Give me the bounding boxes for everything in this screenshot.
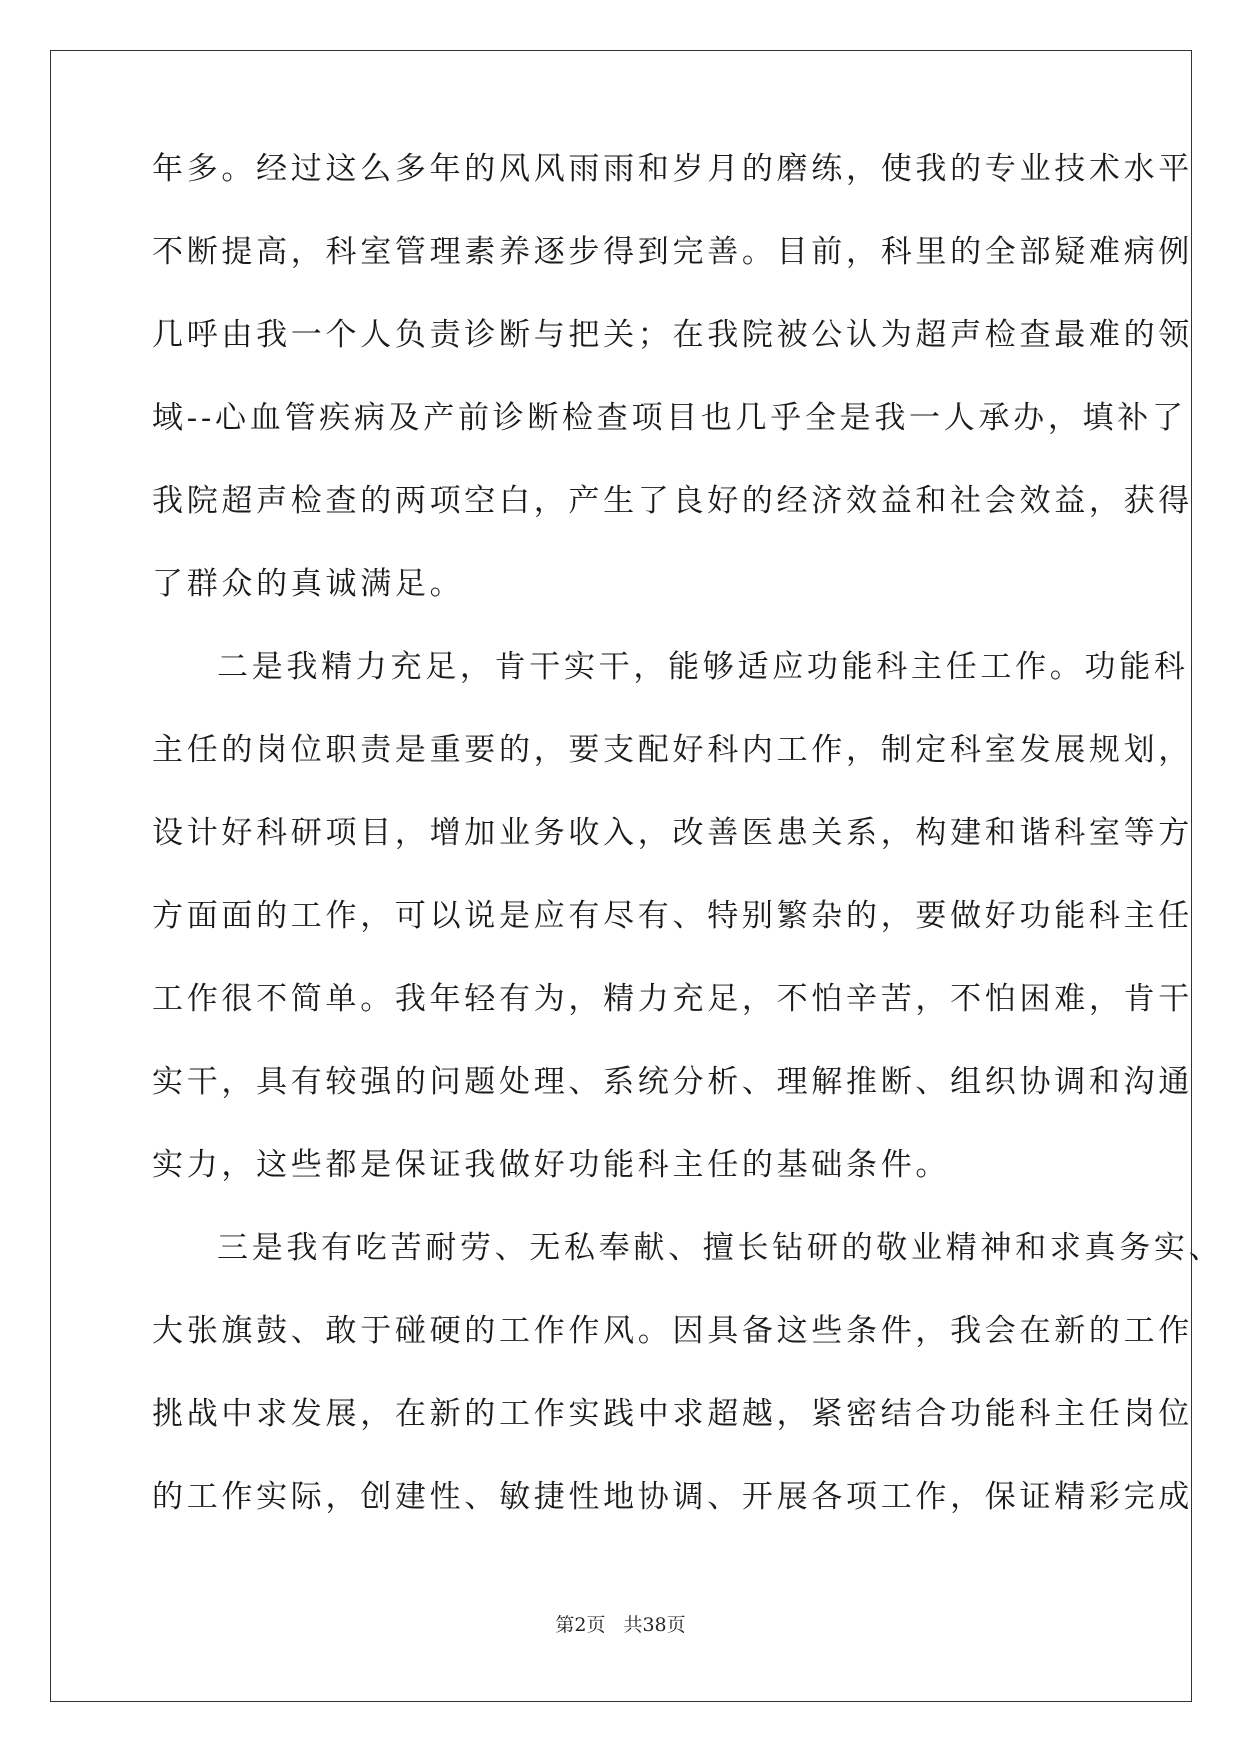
text-line: 工作很不简单。我年轻有为，精力充足，不怕辛苦，不怕困难，肯干 bbox=[152, 981, 1193, 1017]
text-line: 几呼由我一个人负责诊断与把关；在我院被公认为超声检查最难的领 bbox=[152, 317, 1193, 353]
text-line: 不断提高，科室管理素养逐步得到完善。目前，科里的全部疑难病例 bbox=[152, 234, 1193, 270]
page-total: 共38页 bbox=[623, 1614, 686, 1636]
text-line: 方面面的工作，可以说是应有尽有、特别繁杂的，要做好功能科主任 bbox=[152, 898, 1193, 934]
text-line: 我院超声检查的两项空白，产生了良好的经济效益和社会效益，获得 bbox=[152, 483, 1193, 519]
text-line: 域--心血管疾病及产前诊断检查项目也几乎全是我一人承办，填补了 bbox=[152, 400, 1187, 436]
text-line: 了群众的真诚满足。 bbox=[152, 566, 465, 602]
text-line: 设计好科研项目，增加业务收入，改善医患关系，构建和谐科室等方 bbox=[152, 815, 1193, 851]
text-line: 年多。经过这么多年的风风雨雨和岁月的磨练，使我的专业技术水平 bbox=[152, 151, 1193, 187]
paragraph-start: 二是我精力充足，肯干实干，能够适应功能科主任工作。功能科 bbox=[217, 649, 1189, 685]
text-line: 大张旗鼓、敢于碰硬的工作作风。因具备这些条件，我会在新的工作 bbox=[152, 1313, 1193, 1349]
paragraph-start: 三是我有吃苦耐劳、无私奉献、擅长钻研的敬业精神和求真务实、 bbox=[217, 1230, 1224, 1266]
text-line: 主任的岗位职责是重要的，要支配好科内工作，制定科室发展规划， bbox=[152, 732, 1193, 768]
text-line: 挑战中求发展，在新的工作实践中求超越，紧密结合功能科主任岗位 bbox=[152, 1396, 1193, 1432]
text-line: 的工作实际，创建性、敏捷性地协调、开展各项工作，保证精彩完成 bbox=[152, 1479, 1193, 1515]
page-footer bbox=[0, 1610, 1241, 1637]
page-number: 第2页 bbox=[555, 1614, 606, 1636]
document-body bbox=[152, 150, 1224, 1561]
text-line: 实力，这些都是保证我做好功能科主任的基础条件。 bbox=[152, 1147, 951, 1183]
text-line: 实干，具有较强的问题处理、系统分析、理解推断、组织协调和沟通 bbox=[152, 1064, 1193, 1100]
